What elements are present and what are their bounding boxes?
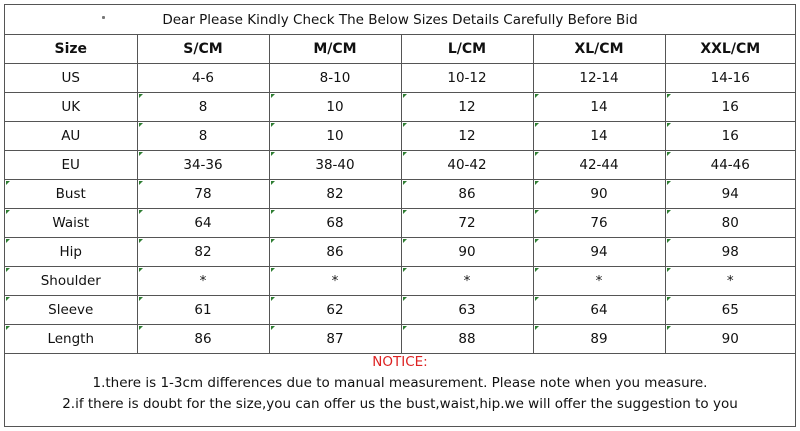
- table-row: [5, 296, 795, 325]
- table-cell: 63: [401, 296, 533, 325]
- table-cell: 44-46: [665, 151, 795, 180]
- table-cell: 89: [533, 325, 665, 354]
- table-cell: *: [401, 267, 533, 296]
- row-label: Waist: [5, 209, 137, 238]
- table-cell: 78: [137, 180, 269, 209]
- table-cell: 98: [665, 238, 795, 267]
- table-cell: 4-6: [137, 64, 269, 93]
- table-cell: 94: [665, 180, 795, 209]
- table-cell: 42-44: [533, 151, 665, 180]
- table-cell: 90: [401, 238, 533, 267]
- table-cell: *: [533, 267, 665, 296]
- table-cell: 40-42: [401, 151, 533, 180]
- table-cell: 72: [401, 209, 533, 238]
- table-cell: *: [269, 267, 401, 296]
- row-label: US: [5, 64, 137, 93]
- notice-section: [5, 345, 795, 412]
- table-cell: 62: [269, 296, 401, 325]
- column-header: L/CM: [401, 35, 533, 64]
- table-cell: 61: [137, 296, 269, 325]
- table-cell: 90: [533, 180, 665, 209]
- table-cell: 68: [269, 209, 401, 238]
- table-cell: 82: [137, 238, 269, 267]
- table-cell: *: [137, 267, 269, 296]
- table-cell: 90: [665, 325, 795, 354]
- table-cell: 10-12: [401, 64, 533, 93]
- row-label: Hip: [5, 238, 137, 267]
- row-label: Sleeve: [5, 296, 137, 325]
- row-label: Shoulder: [5, 267, 137, 296]
- table-cell: *: [665, 267, 795, 296]
- table-cell: 8-10: [269, 64, 401, 93]
- size-table: [5, 35, 795, 354]
- chart-title-text: Dear Please Kindly Check The Below Sizes Details Carefully Before Bid: [162, 12, 638, 28]
- table-cell: 8: [137, 93, 269, 122]
- table-cell: 16: [665, 122, 795, 151]
- table-cell: 10: [269, 122, 401, 151]
- row-label: UK: [5, 93, 137, 122]
- column-header: Size: [5, 35, 137, 64]
- notice-line-2: 2.if there is doubt for the size,you can offer us the bust,waist,hip.we will offer the suggestion to you: [62, 396, 738, 412]
- row-label: EU: [5, 151, 137, 180]
- table-cell: 88: [401, 325, 533, 354]
- table-row: [5, 64, 795, 93]
- row-label: Bust: [5, 180, 137, 209]
- table-cell: 14: [533, 122, 665, 151]
- table-cell: 64: [137, 209, 269, 238]
- table-cell: 12: [401, 122, 533, 151]
- table-header-row: [5, 35, 795, 64]
- table-row: [5, 267, 795, 296]
- table-cell: 12-14: [533, 64, 665, 93]
- table-cell: 65: [665, 296, 795, 325]
- table-cell: 86: [269, 238, 401, 267]
- table-cell: 80: [665, 209, 795, 238]
- table-cell: 8: [137, 122, 269, 151]
- decorative-dot: [102, 16, 105, 19]
- table-row: [5, 180, 795, 209]
- table-cell: 86: [137, 325, 269, 354]
- table-cell: 87: [269, 325, 401, 354]
- table-row: [5, 93, 795, 122]
- table-row: [5, 238, 795, 267]
- size-chart-frame: [4, 4, 796, 427]
- table-row: [5, 151, 795, 180]
- table-cell: 14-16: [665, 64, 795, 93]
- table-cell: 94: [533, 238, 665, 267]
- column-header: XL/CM: [533, 35, 665, 64]
- table-cell: 12: [401, 93, 533, 122]
- chart-title: [5, 5, 795, 35]
- table-cell: 64: [533, 296, 665, 325]
- notice-line-1: 1.there is 1-3cm differences due to manual measurement. Please note when you measure.: [92, 375, 708, 391]
- table-row: [5, 122, 795, 151]
- table-cell: 76: [533, 209, 665, 238]
- table-row: [5, 209, 795, 238]
- table-cell: 86: [401, 180, 533, 209]
- table-cell: 82: [269, 180, 401, 209]
- table-cell: 10: [269, 93, 401, 122]
- notice-title: NOTICE:: [372, 354, 428, 370]
- column-header: S/CM: [137, 35, 269, 64]
- table-cell: 38-40: [269, 151, 401, 180]
- row-label: Length: [5, 325, 137, 354]
- table-cell: 34-36: [137, 151, 269, 180]
- table-cell: 16: [665, 93, 795, 122]
- table-cell: 14: [533, 93, 665, 122]
- column-header: XXL/CM: [665, 35, 795, 64]
- column-header: M/CM: [269, 35, 401, 64]
- row-label: AU: [5, 122, 137, 151]
